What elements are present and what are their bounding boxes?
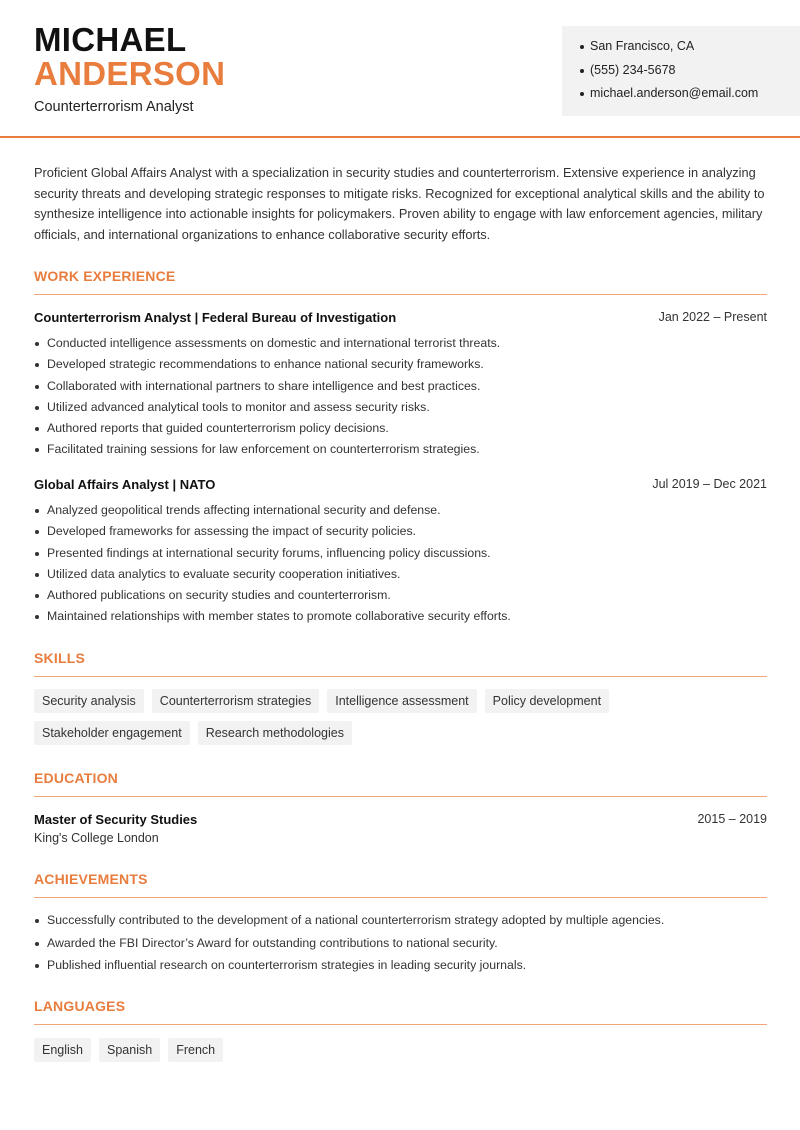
job-title: Counterterrorism Analyst <box>34 99 194 115</box>
list-item: Maintained relationships with member states to promote collaborative security efforts. <box>34 608 774 629</box>
first-name: MICHAEL <box>34 21 187 58</box>
skill-tag: Intelligence assessment <box>327 689 476 713</box>
list-item: Successfully contributed to the development of a national counterterrorism strategy adopted by multiple agencies. <box>34 912 774 935</box>
list-item: Developed frameworks for assessing the impact of security policies. <box>34 523 774 544</box>
work-experience-heading: WORK EXPERIENCE <box>34 268 176 284</box>
list-item: Analyzed geopolitical trends affecting international security and defense. <box>34 502 774 523</box>
section-divider <box>34 796 767 797</box>
school-name: King's College London <box>34 831 159 845</box>
languages-heading: LANGUAGES <box>34 998 126 1014</box>
education-heading: EDUCATION <box>34 770 118 786</box>
skills-tags <box>34 689 774 753</box>
list-item: Authored reports that guided counterterrorism policy decisions. <box>34 420 774 441</box>
language-tag: English <box>34 1038 91 1062</box>
contact-box <box>562 26 800 116</box>
education-date: 2015 – 2019 <box>697 812 767 826</box>
list-item: Collaborated with international partners to share intelligence and best practices. <box>34 378 774 399</box>
skill-tag: Stakeholder engagement <box>34 721 190 745</box>
list-item: Published influential research on counterterrorism strategies in leading security journals. <box>34 957 774 980</box>
job-title-1: Counterterrorism Analyst | Federal Bureau of Investigation <box>34 310 397 325</box>
language-tags <box>34 1038 774 1070</box>
section-divider <box>34 676 767 677</box>
list-item: Awarded the FBI Director’s Award for outstanding contributions to national security. <box>34 935 774 958</box>
list-item: Utilized data analytics to evaluate security cooperation initiatives. <box>34 566 774 587</box>
degree-title: Master of Security Studies <box>34 812 198 827</box>
skill-tag: Research methodologies <box>198 721 352 745</box>
job-date-1: Jan 2022 – Present <box>658 310 767 324</box>
job-bullets-1 <box>34 335 774 463</box>
list-item: Conducted intelligence assessments on domestic and international terrorist threats. <box>34 335 774 356</box>
section-divider <box>34 294 767 295</box>
skill-tag: Counterterrorism strategies <box>152 689 319 713</box>
list-item: Developed strategic recommendations to enhance national security frameworks. <box>34 356 774 377</box>
contact-email[interactable]: michael.anderson@email.com <box>580 85 800 109</box>
list-item: Facilitated training sessions for law enforcement on counterterrorism strategies. <box>34 441 774 462</box>
contact-phone: (555) 234-5678 <box>580 62 800 86</box>
job-bullets-2 <box>34 502 774 630</box>
language-tag: French <box>168 1038 223 1062</box>
resume-header <box>0 0 800 138</box>
skills-heading: SKILLS <box>34 650 85 666</box>
list-item: Presented findings at international security forums, influencing policy discussions. <box>34 545 774 566</box>
job-date-2: Jul 2019 – Dec 2021 <box>652 477 767 491</box>
list-item: Authored publications on security studies and counterterrorism. <box>34 587 774 608</box>
achievements-heading: ACHIEVEMENTS <box>34 871 148 887</box>
last-name: ANDERSON <box>34 55 226 92</box>
list-item: Utilized advanced analytical tools to monitor and assess security risks. <box>34 399 774 420</box>
language-tag: Spanish <box>99 1038 160 1062</box>
contact-location: San Francisco, CA <box>580 38 800 62</box>
section-divider <box>34 897 767 898</box>
summary: Proficient Global Affairs Analyst with a specialization in security studies and counterterrorism. Extensive experience in analyzing security threats and developing strategic responses to mitigate risks. Recognized for exceptional analytical skills and the ability to synthesize intelligence into actionable insights for policymakers. Proven ability to engage with law enforcement agencies, military officials, and international organizations to enhance collaborative security efforts. <box>34 165 765 243</box>
skill-tag: Security analysis <box>34 689 144 713</box>
job-title-2: Global Affairs Analyst | NATO <box>34 477 216 492</box>
skill-tag: Policy development <box>485 689 609 713</box>
section-divider <box>34 1024 767 1025</box>
achievements-list <box>34 912 774 980</box>
